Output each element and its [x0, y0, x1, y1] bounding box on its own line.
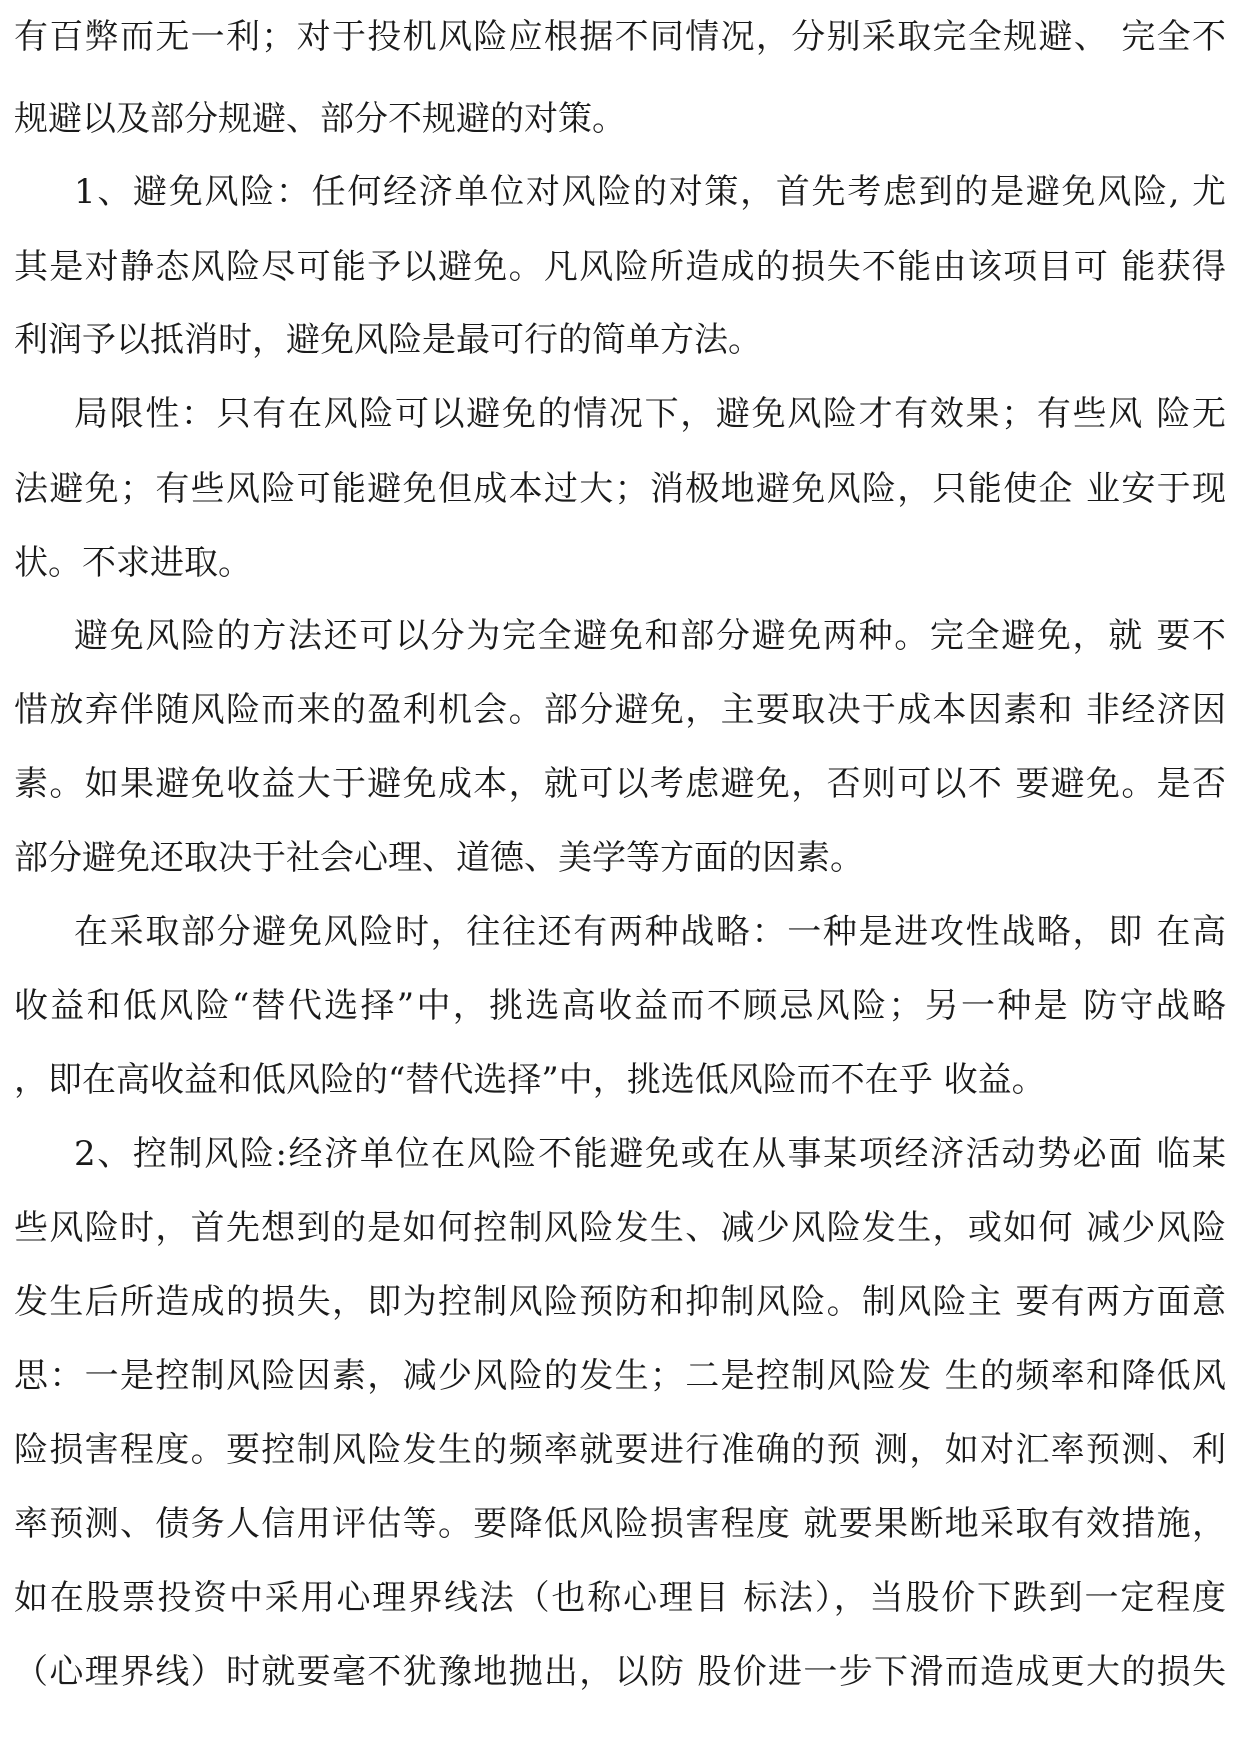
text-line: 有百弊而无一利；对于投机风险应根据不同情况，分别采取完全规避、 完全不: [14, 17, 1226, 57]
text-line: 思：一是控制风险因素，减少风险的发生；二是控制风险发 生的频率和降低风: [14, 1356, 1226, 1396]
text-line: 收益和低风险“替代选择”中，挑选高收益而不顾忌风险；另一种是 防守战略: [14, 986, 1226, 1026]
text-line: 率预测、债务人信用评估等。要降低风险损害程度 就要果断地采取有效措施，: [14, 1504, 1226, 1544]
text-line: ，即在高收益和低风险的“替代选择”中，挑选低风险而不在乎 收益。: [14, 1060, 1046, 1100]
text-line: 如在股票投资中采用心理界线法（也称心理目 标法），当股价下跌到一定程度: [14, 1578, 1226, 1618]
text-line: 些风险时，首先想到的是如何控制风险发生、减少风险发生，或如何 减少风险: [14, 1208, 1226, 1248]
text-line: （心理界线）时就要毫不犹豫地抛出，以防 股价进一步下滑而造成更大的损失: [14, 1652, 1226, 1692]
text-line: 惜放弃伴随风险而来的盈利机会。部分避免，主要取决于成本因素和 非经济因: [14, 690, 1226, 730]
text-line: 法避免；有些风险可能避免但成本过大；消极地避免风险，只能使企 业安于现: [14, 469, 1226, 509]
text-line: 部分避免还取决于社会心理、道德、美学等方面的因素。: [14, 838, 864, 878]
text-line: 规避以及部分规避、部分不规避的对策。: [14, 99, 626, 139]
text-line: 1、避免风险：任何经济单位对风险的对策，首先考虑到的是避免风险, 尤: [74, 172, 1226, 212]
document-page: [14, 0, 1226, 1755]
text-line: 发生后所造成的损失，即为控制风险预防和抑制风险。制风险主 要有两方面意: [14, 1282, 1226, 1322]
text-line: 局限性：只有在风险可以避免的情况下，避免风险才有效果；有些风 险无: [74, 394, 1226, 434]
text-line: 2、控制风险:经济单位在风险不能避免或在从事某项经济活动势必面 临某: [74, 1134, 1226, 1174]
text-line: 险损害程度。要控制风险发生的频率就要进行准确的预 测，如对汇率预测、利: [14, 1430, 1226, 1470]
text-line: 在采取部分避免风险时，往往还有两种战略：一种是进攻性战略，即 在高: [74, 912, 1226, 952]
text-line: 状。不求进取。: [14, 543, 252, 583]
text-line: 其是对静态风险尽可能予以避免。凡风险所造成的损失不能由该项目可 能获得: [14, 247, 1226, 287]
text-line: 避免风险的方法还可以分为完全避免和部分避免两种。完全避免，就 要不: [74, 616, 1226, 656]
text-line: 素。如果避免收益大于避免成本，就可以考虑避免，否则可以不 要避免。是否: [14, 764, 1226, 804]
text-line: 利润予以抵消时，避免风险是最可行的简单方法。: [14, 320, 762, 360]
